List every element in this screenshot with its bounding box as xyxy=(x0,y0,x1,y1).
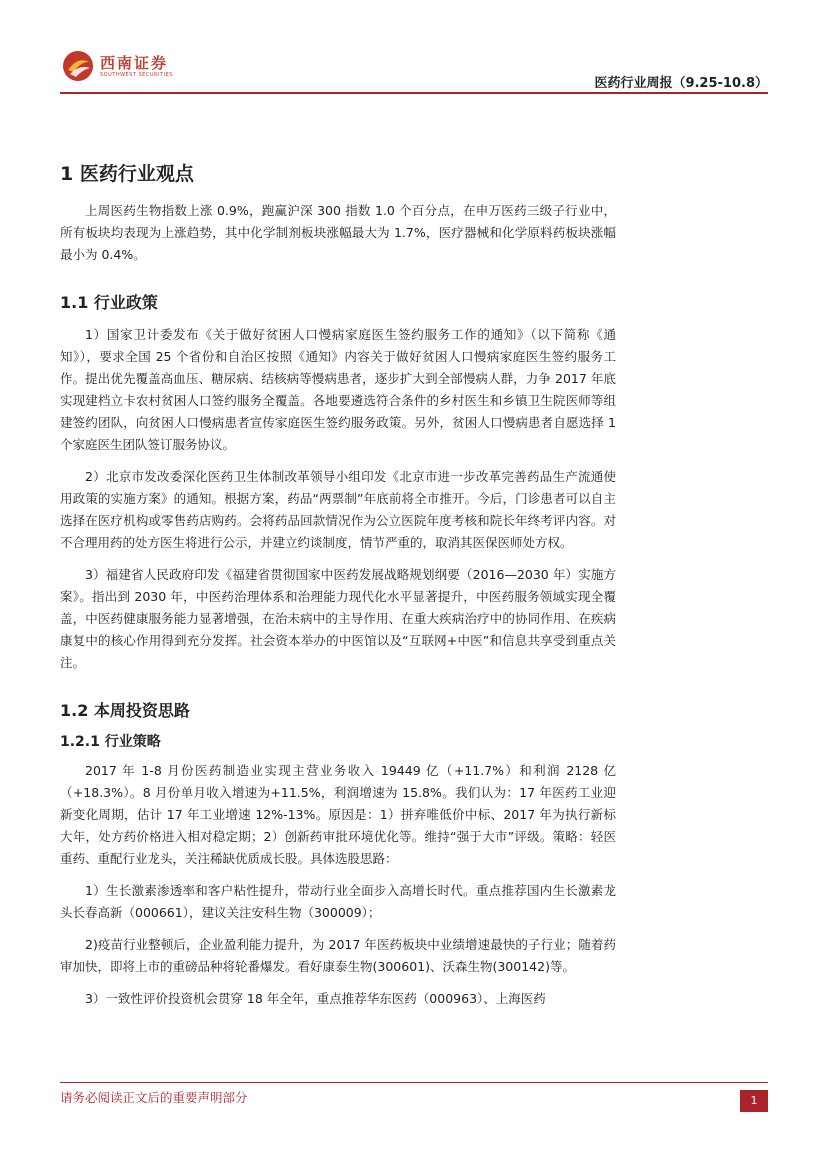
section-heading-1-2-1: 1.2.1 行业策略 xyxy=(60,734,161,750)
company-logo xyxy=(60,48,180,88)
section-heading-1-1: 1.1 行业政策 xyxy=(60,293,158,312)
paragraph-pick-3: 3）一致性评价投资机会贯穿 18 年全年，重点推荐华东医药（000963）、上海医药 xyxy=(85,991,546,1006)
page-number: 1 xyxy=(740,1090,768,1112)
section-heading-1: 1 医药行业观点 xyxy=(60,163,194,185)
paragraph-pick-2: 2)疫苗行业整顿后，企业盈利能力提升，为 2017 年医药板块中业绩增速最快的子行业；随着药审加快，即将上市的重磅品种将轮番爆发。看好康泰生物(300601)、沃森生物(300142)等。 xyxy=(60,937,616,974)
paragraph-strategy: 2017 年 1-8 月份医药制造业实现主营业务收入 19449 亿（+11.7%）和利润 2128 亿（+18.3%）。8 月份单月收入增速为+11.5%，利润增速为 15.8%。我们认为：17 年医药工业迎新变化周期，估计 17 年工业增速 12%-13%。原因是：1）拼弃唯低价中标、2017 年为执行新标大年，处方药价格进入相对稳定期；2）创新药审批环境优化等。维持“强于大市”评级。策略：轻医重药、重配行业龙头，关注稀缺优质成长股。具体选股思路： xyxy=(60,763,616,866)
page-header xyxy=(60,48,768,94)
header-divider xyxy=(60,92,768,94)
swsc-logo-icon xyxy=(62,50,94,82)
paragraph-policy-3: 3）福建省人民政府印发《福建省贯彻国家中医药发展战略规划纲要（2016—2030 年）实施方案》。指出到 2030 年，中医药治理体系和治理能力现代化水平显著提升，中医药服务领域实现全覆盖，中医药健康服务能力显著增强，在治未病中的主导作用、在重大疾病治疗中的协同作用、在疾病康复中的核心作用得到充分发挥。社会资本举办的中医馆以及“互联网+中医”和信息共享受到重点关注。 xyxy=(60,567,616,670)
report-title: 医药行业周报（9.25-10.8） xyxy=(594,76,768,91)
paragraph-pick-1: 1）生长激素渗透率和客户粘性提升，带动行业全面步入高增长时代。重点推荐国内生长激素龙头长春高新（000661），建议关注安科生物（300009）； xyxy=(60,883,616,920)
disclaimer-notice: 请务必阅读正文后的重要声明部分 xyxy=(60,1090,248,1105)
paragraph-policy-1: 1）国家卫计委发布《关于做好贫困人口慢病家庭医生签约服务工作的通知》（以下简称《通知》），要求全国 25 个省份和自治区按照《通知》内容关于做好贫困人口慢病家庭医生签约服务工作。提出优先覆盖高血压、糖尿病、结核病等慢病患者，逐步扩大到全部慢病人群，力争 2017 年底实现建档立卡农村贫困人口签约服务全覆盖。各地要遴选符合条件的乡村医生和乡镇卫生院医师等组建签约团队，向贫困人口慢病患者宣传家庭医生签约服务政策。另外，贫困人口慢病患者自愿选择 1 个家庭医生团队签订服务协议。 xyxy=(60,327,616,452)
paragraph-market-overview: 上周医药生物指数上涨 0.9%，跑赢沪深 300 指数 1.0 个百分点，在申万医药三级子行业中，所有板块均表现为上涨趋势，其中化学制剂板块涨幅最大为 1.7%，医疗器械和化学原料药板块涨幅最小为 0.4%。 xyxy=(60,203,616,262)
section-heading-1-2: 1.2 本周投资思路 xyxy=(60,701,190,720)
document-body xyxy=(60,160,616,1010)
logo-text-en: SOUTHWEST SECURITIES xyxy=(100,72,173,78)
paragraph-policy-2: 2）北京市发改委深化医药卫生体制改革领导小组印发《北京市进一步改革完善药品生产流通使用政策的实施方案》的通知。根据方案，药品“两票制”年底前将全市推开。今后，门诊患者可以自主选择在医疗机构或零售药店购药。会将药品回款情况作为公立医院年度考核和院长年终考评内容。对不合理用药的处方医生将进行公示，并建立约谈制度，情节严重的，取消其医保医师处方权。 xyxy=(60,469,616,550)
logo-text-cn: 西南证券 xyxy=(100,54,169,72)
footer-divider xyxy=(60,1082,768,1083)
page-footer xyxy=(60,1082,768,1112)
